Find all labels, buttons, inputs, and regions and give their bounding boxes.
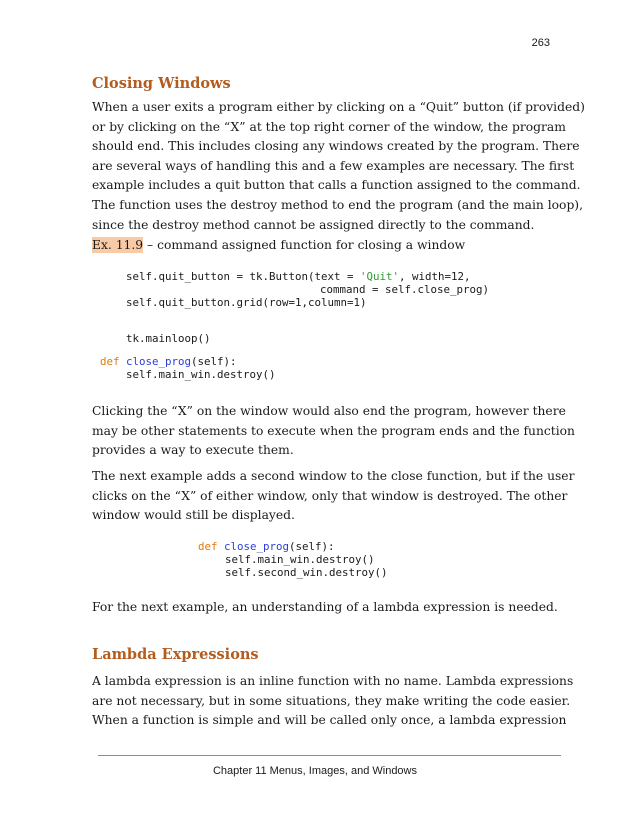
text-line: When a function is simple and will be called only once, a lambda expression [92, 713, 567, 728]
footer-chapter-title: Chapter 11 Menus, Images, and Windows [212, 765, 417, 777]
code-line: self.main_win.destroy() [126, 368, 276, 381]
section-heading-closing-windows: Closing Windows [92, 75, 231, 92]
text-line: When a user exits a program either by clicking on a “Quit” button (if provided) [92, 100, 585, 114]
footer-divider [98, 755, 561, 756]
text-line: since the destroy method cannot be assigned directly to the command. [92, 217, 535, 232]
code-line: self.main_win.destroy() [225, 553, 375, 566]
paragraph-closing-explanation [92, 402, 575, 461]
text-line: The function uses the destroy method to end the program (and the main loop), [92, 197, 584, 212]
text-line: example includes a quit button that calls a function assigned to the command. [92, 178, 581, 193]
code-def-line [198, 540, 335, 553]
section-heading-lambda: Lambda Expressions [92, 646, 259, 663]
text-line: are not necessary, but in some situations, they make writing the code easier. [92, 693, 571, 708]
code-text: , width=12, [399, 270, 471, 283]
text-line: clicks on the “X” of either window, only that window is destroyed. The other [92, 488, 568, 503]
code-text: (self): [191, 355, 237, 368]
paragraph-lambda-intro [92, 672, 574, 731]
text-line: are several ways of handling this and a few examples are necessary. The first [92, 158, 575, 173]
code-text: self.quit_button = tk.Button(text = [126, 270, 361, 283]
paragraph-second-window [92, 467, 575, 526]
example-number: Ex. 11.9 [92, 238, 144, 252]
code-line: command = self.close_prog) [320, 283, 490, 296]
text-line: window would still be displayed. [92, 508, 295, 523]
text-line: should end. This includes closing any windows created by the program. There [92, 139, 580, 154]
text-line: For the next example, an understanding of a lambda expression is needed. [92, 600, 558, 614]
example-label [92, 238, 465, 252]
code-string: 'Quit' [360, 270, 400, 283]
page-number: 263 [531, 37, 550, 49]
code-line: tk.mainloop() [126, 332, 211, 345]
text-line: or by clicking on the “X” at the top right corner of the window, the program [92, 119, 566, 134]
code-function-name: close_prog [224, 540, 290, 553]
text-line: Clicking the “X” on the window would also end the program, however there [92, 404, 566, 418]
text-line: provides a way to execute them. [92, 443, 294, 458]
text-line: may be other statements to execute when the program ends and the function [92, 423, 575, 438]
code-def-line [100, 355, 237, 368]
code-text: (self): [289, 540, 335, 553]
code-function-name: close_prog [126, 355, 192, 368]
code-keyword: def [198, 540, 218, 553]
example-caption: – command assigned function for closing a window [143, 238, 466, 252]
paragraph-closing-intro [92, 98, 585, 235]
code-line: self.second_win.destroy() [225, 566, 388, 579]
code-keyword: def [100, 355, 120, 368]
paragraph-lambda-lead [92, 598, 558, 618]
text-line: A lambda expression is an inline function with no name. Lambda expressions [92, 674, 574, 688]
code-line: self.quit_button.grid(row=1,column=1) [126, 296, 367, 309]
code-block-quit-button [126, 270, 471, 283]
text-line: The next example adds a second window to the close function, but if the user [92, 469, 575, 483]
